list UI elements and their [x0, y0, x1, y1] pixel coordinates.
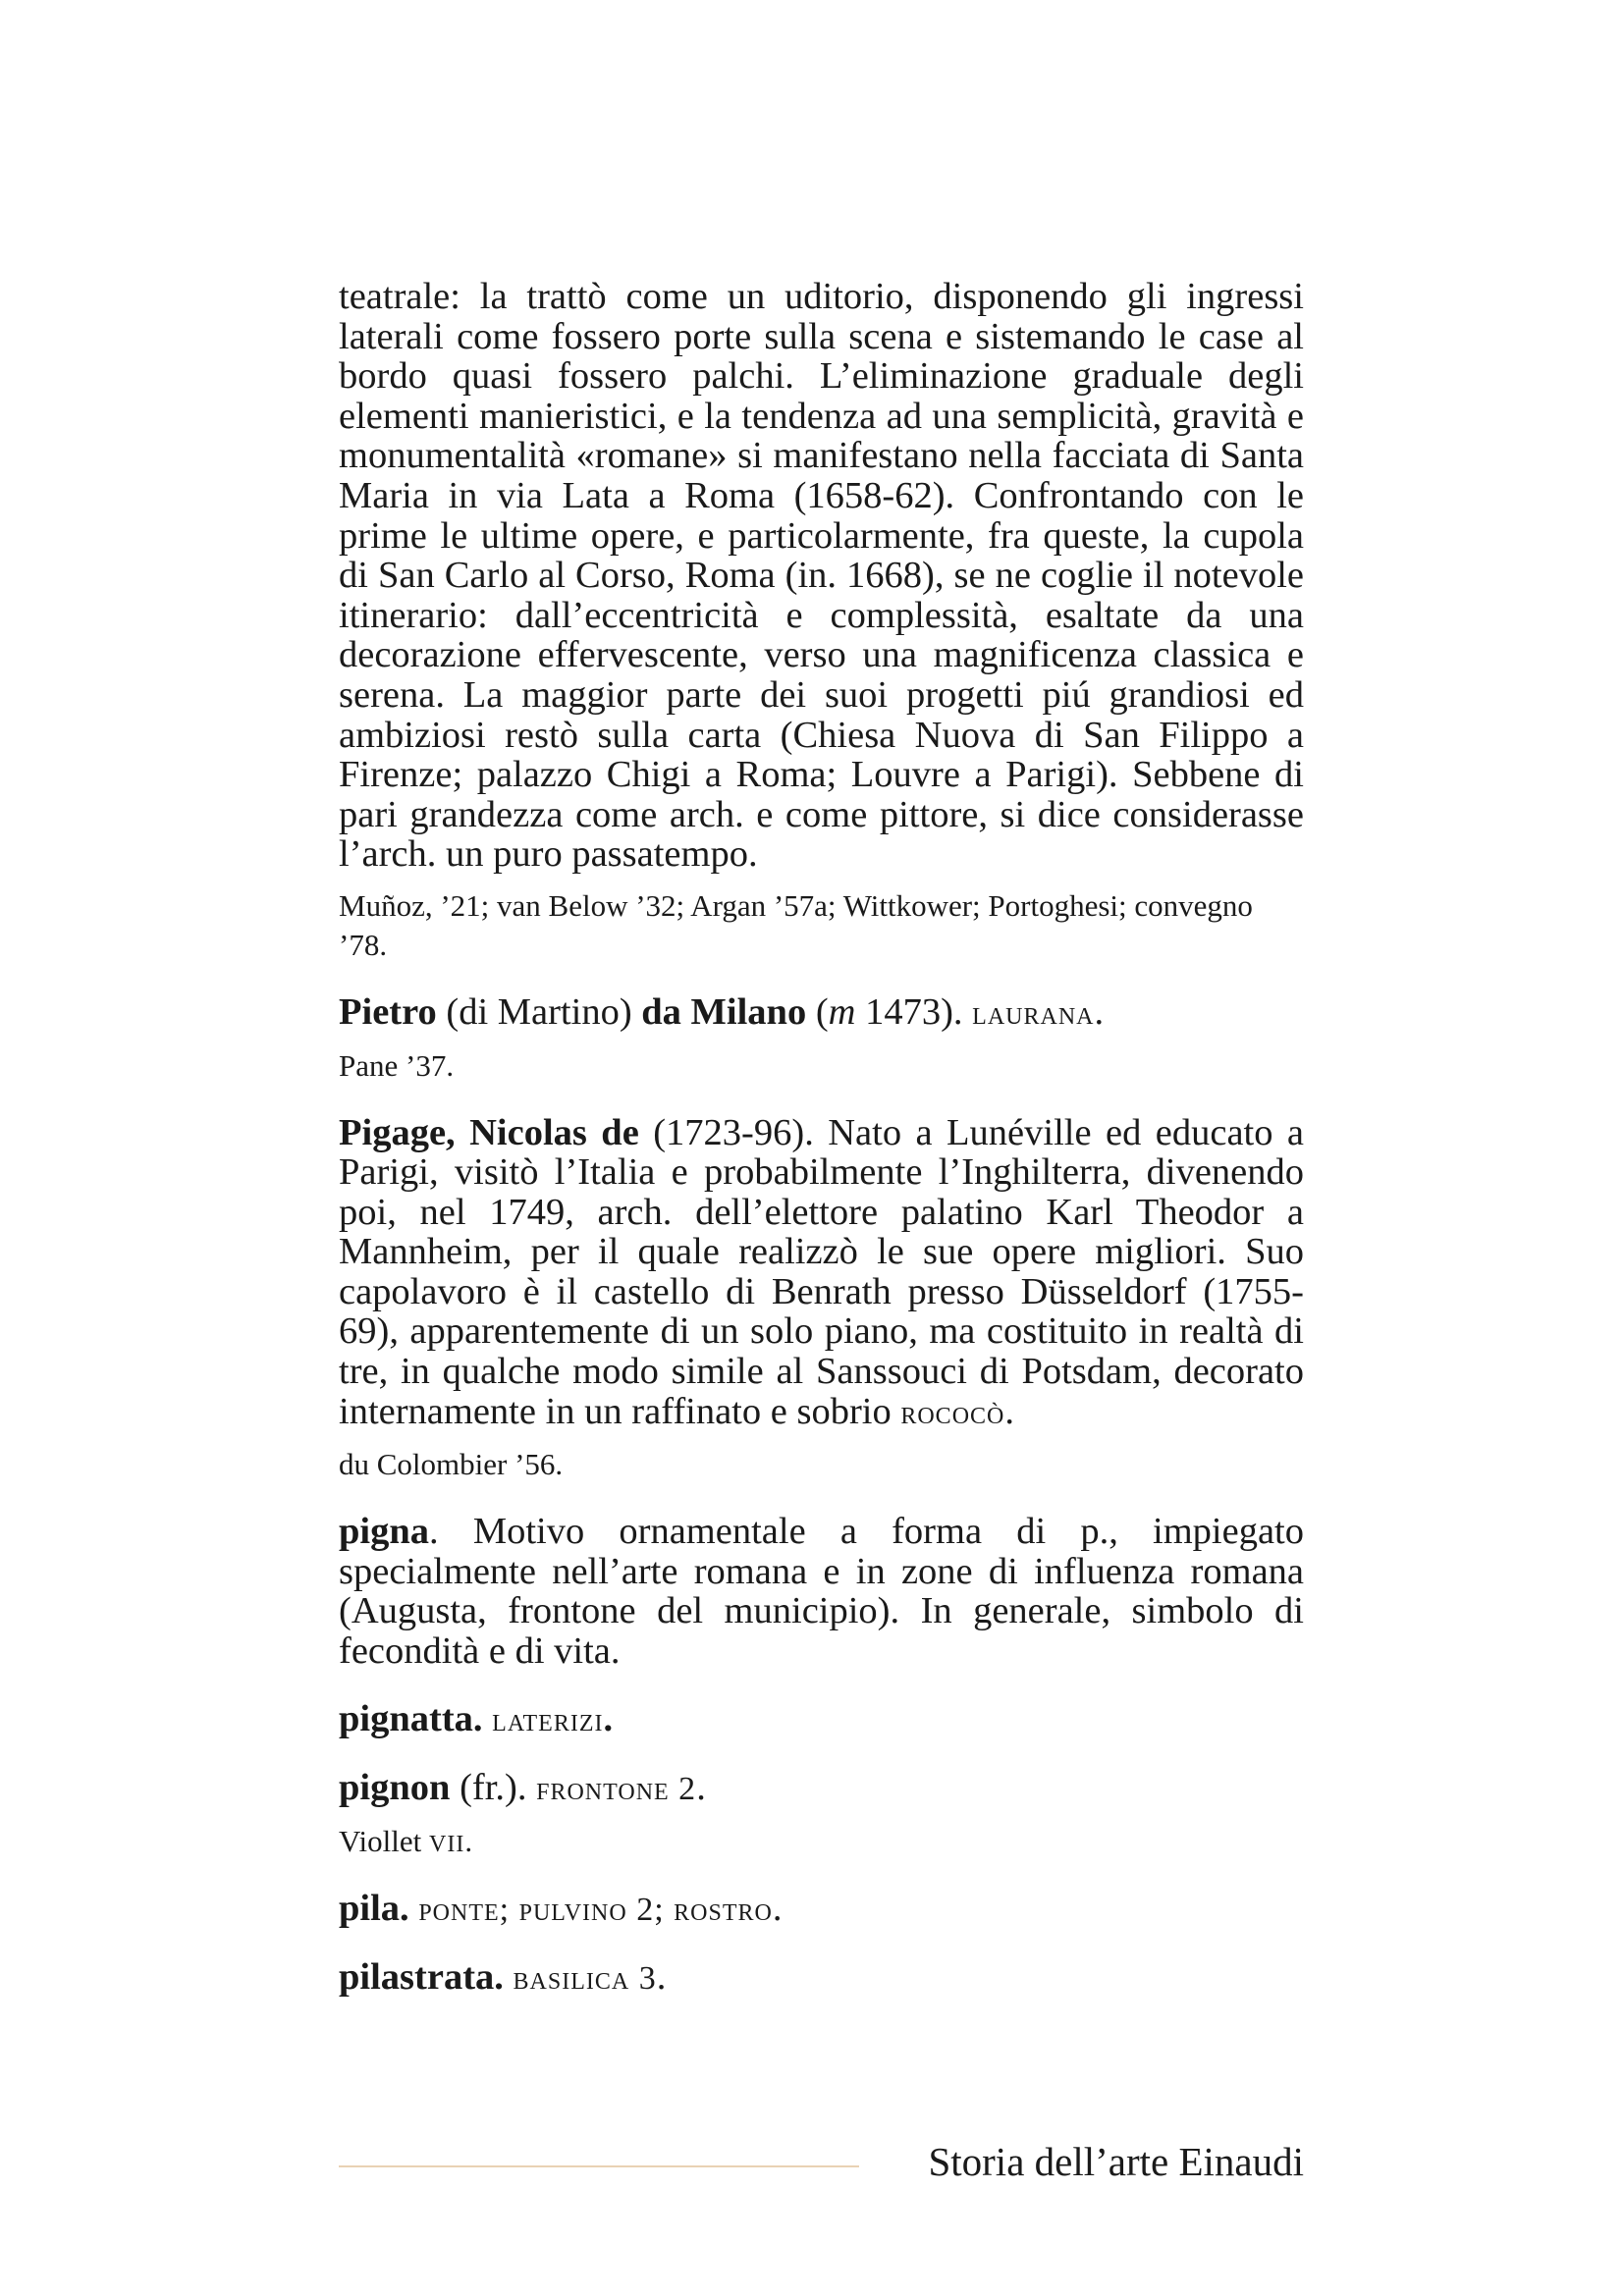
cross-reference: rococò	[900, 1394, 1005, 1431]
cross-reference: frontone 2	[536, 1771, 697, 1808]
entry-text: pigna. Motivo ornamentale a forma di p., impiegato specialmente nell’arte romana e in zone di influenza romana (Augusta, frontone del municipio). In generale, simbolo di fecondità e di vita.	[339, 1511, 1304, 1673]
entry-text: Pietro (di Martino) da Milano (m 1473). laurana.	[339, 990, 1105, 1033]
entry-text: Pigage, Nicolas de (1723-96). Nato a Lunéville ed educato a Parigi, visitò l’Italia e probabilmente l’Inghilterra, divenendo poi, nel 1749, arch. dell’elettore palatino Karl Theodor a Mannheim, per il quale realizzò le sue opere migliori. Suo capolavoro è il castello di Benrath presso Düsseldorf (1755-69), apparentemente di un solo piano, ma costituito in realtà di tre, in qualche modo simile al Sanssouci di Potsdam, decorato internamente in un raffinato e sobrio rococò.	[339, 1111, 1304, 1432]
bibliography: du Colombier ’56.	[339, 1447, 564, 1482]
cross-reference: ponte; pulvino 2; rostro	[418, 1891, 773, 1928]
entry-headword: pignatta.	[339, 1697, 483, 1739]
entry-pignatta	[339, 1699, 1304, 1741]
entry-pigna	[339, 1512, 1304, 1671]
entry-text: pignatta. laterizi.	[339, 1697, 614, 1739]
cross-reference: laurana	[972, 994, 1095, 1032]
bibliography: Viollet vii.	[339, 1822, 473, 1859]
entry-headword: Pigage, Nicolas de	[339, 1111, 639, 1153]
page-body	[339, 277, 1304, 2000]
entry-headword: pila.	[339, 1887, 409, 1929]
footer-rule	[339, 2165, 859, 2167]
entry-headword: Pietro	[339, 990, 437, 1033]
bibliography: Muñoz, ’21; van Below ’32; Argan ’57a; Wittkower; Portoghesi; convegno ’78.	[339, 887, 1253, 962]
entry-rainaldi-continuation	[339, 277, 1304, 965]
entry-headword: pigna	[339, 1511, 430, 1553]
footer-title: Storia dell’arte Einaudi	[928, 2139, 1304, 2184]
entry-text: pila. ponte; pulvino 2; rostro.	[339, 1887, 783, 1929]
entry-headword: da Milano	[641, 990, 807, 1033]
entry-pignon	[339, 1768, 1304, 1861]
entry-headword: pignon	[339, 1767, 451, 1809]
entry-text: pilastrata. basilica 3.	[339, 1956, 667, 1999]
entry-text: pignon (fr.). frontone 2.	[339, 1767, 706, 1809]
bibliography: Pane ’37.	[339, 1047, 455, 1083]
page-footer	[339, 2132, 1304, 2191]
entry-pietro-da-milano	[339, 992, 1304, 1086]
entry-headword: pilastrata.	[339, 1956, 504, 1999]
entry-pilastrata	[339, 1957, 1304, 2000]
cross-reference: basilica 3	[513, 1960, 657, 1998]
cross-reference: laterizi	[492, 1701, 604, 1738]
entry-pila	[339, 1889, 1304, 1931]
entry-pigage	[339, 1113, 1304, 1485]
entry-text: teatrale: la trattò come un uditorio, disponendo gli ingressi laterali come fossero porte sulla scena e sistemando le case al bordo quasi fossero palchi. L’eliminazione graduale degli elementi manieristici, e la tendenza ad una semplicità, gravità e monumentalità «romane» si manifestano nella facciata di Santa Maria in via Lata a Roma (1658-62). Confrontando con le prime le ultime opere, e particolarmente, fra queste, la cupola di San Carlo al Corso, Roma (in. 1668), se ne coglie il notevole itinerario: dall’eccentricità e complessità, esaltate da una decorazione effervescente, verso una magnificenza classica e serena. La maggior parte dei suoi progetti piú grandiosi ed ambiziosi restò sulla carta (Chiesa Nuova di San Filippo a Firenze; palazzo Chigi a Roma; Louvre a Parigi). Sebbene di pari grandezza come arch. e come pittore, si dice considerasse l’arch. un puro passatempo.	[339, 276, 1304, 876]
